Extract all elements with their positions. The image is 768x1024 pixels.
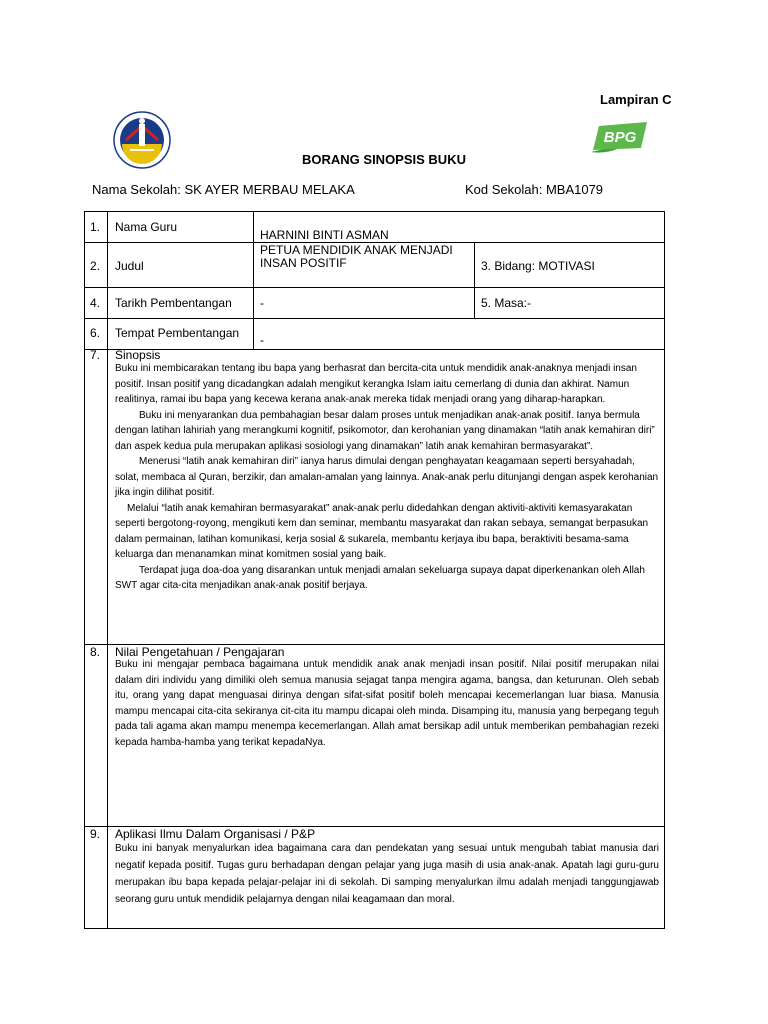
row-number: 2. xyxy=(90,259,101,273)
field-label-nama-guru: Nama Guru xyxy=(115,220,178,234)
section-label-nilai: Nilai Pengetahuan / Pengajaran xyxy=(115,645,285,659)
column-divider xyxy=(107,211,108,929)
section-label-aplikasi: Aplikasi Ilmu Dalam Organisasi / P&P xyxy=(115,827,316,841)
row-divider xyxy=(84,287,665,288)
field-value-judul: PETUA MENDIDIK ANAK MENJADI INSAN POSITIF xyxy=(260,243,453,270)
row-divider xyxy=(84,349,665,350)
field-value-tarikh: - xyxy=(260,296,264,310)
field-label-judul: Judul xyxy=(115,259,144,273)
nilai-body: Buku ini mengajar pembaca bagaimana untuk mendidik anak anak menjadi insan positif. Nilai positif merupakan nilai dalam diri individu yang dimiliki oleh semua manusia sejagat tanpa mengira agama, bangsa, dan keturunan. Oleh sebab itu, orang yang dapat menguasai dirinya dengan sifat-sifat positif boleh mencapai kecemerlangan luar biasa. Manusia mampu mencapai cita-cita sekiranya cit-cita itu mampu dicapai oleh minda. Disamping itu, manusia yang berpegang teguh pada tali agama akan mampu menempa kecemerlangan. Allah amat bersikap adil untuk memberikan pembahagian rezeki kepada hamba-hamba yang terikat kepadaNya. xyxy=(115,659,659,748)
row-divider xyxy=(84,318,665,319)
sinopsis-paragraph: Menerusi “latih anak kemahiran diri” ianya harus dimulai dengan penghayatan keagamaan seperti bersyahadah, solat, membaca al Quran, berzikir, dan amalan-amalan yang lainnya. Anak-anak perlu ditunjangi dengan aspek kerohanian jika ingin dilihat positif. xyxy=(115,456,659,498)
lampiran-label: Lampiran C xyxy=(600,92,672,107)
sinopsis-paragraph: Melalui “latih anak kemahiran bermasyarakat” anak-anak perlu didedahkan dengan aktiviti-aktiviti kemasyarakatan seperti bergotong-royong, mengikuti kem dan seminar, membantu masyarakat dan rakan sebaya, semangat berpasukan dalam permainan, latihan komunikasi, kerja sosial & sukarela, membantu kerjaya ibu bapa, beraktiviti besama-sama keluarga dan menanamkan minat komitmen sosial yang baik. xyxy=(115,502,649,560)
sinopsis-paragraph: Buku ini membicarakan tentang ibu bapa yang berhasrat dan bercita-cita untuk mendidik anak-anaknya menjadi insan positif. Insan positif yang dicadangkan adalah mengikut kerangka Islam iaitu cemerlang di dunia dan akhirat. Namun realitinya, ramai ibu bapa yang kecewa kerana anak-anak mereka tidak menjadi orang yang diharap-harapkan. xyxy=(115,363,637,405)
school-name: Nama Sekolah: SK AYER MERBAU MELAKA xyxy=(92,182,355,197)
field-label-tempat: Tempat Pembentangan xyxy=(115,326,240,340)
field-value-masa: 5. Masa:- xyxy=(481,296,532,310)
row-number: 1. xyxy=(90,220,101,234)
row-number: 4. xyxy=(90,296,101,310)
column-divider xyxy=(253,211,254,349)
bpg-logo-text: BPG xyxy=(603,129,637,146)
field-label-tarikh: Tarikh Pembentangan xyxy=(115,296,232,310)
aplikasi-body: Buku ini banyak menyalurkan idea bagaimana cara dan pendekatan yang sesuai untuk mengubah tabiat manusia dari negatif kepada positif. Tugas guru berhadapan dengan pelajar yang juga masih di usia anak-anak. Apatah lagi guru-guru merupakan ibu bapa kepada pelajar-pelajar ini di sekolah. Di samping menyalurkan ilmu adalah menjadi tanggungjawab seorang guru untuk mendidik pelajarnya dengan nilai keagamaan dan moral. xyxy=(115,843,659,905)
column-divider xyxy=(474,242,475,318)
sinopsis-paragraph: Buku ini menyarankan dua pembahagian besar dalam proses untuk menjadikan anak-anak positif. Ianya bermula dengan latihan lahiriah yang merangkumi kognitif, psikomotor, dan kerohanian yang dinamakan “latih anak kemahiran diri” dan aspek kedua pula merupakan aplikasi sosiologi yang dinamakan” latih anak kemahiran bermasyarakat”. xyxy=(115,409,655,452)
field-value-bidang: 3. Bidang: MOTIVASI xyxy=(481,259,595,273)
sinopsis-body xyxy=(115,361,659,594)
form-title: BORANG SINOPSIS BUKU xyxy=(302,152,466,167)
section-label-sinopsis: Sinopsis xyxy=(115,348,161,362)
row-number: 6. xyxy=(90,326,101,340)
row-number: 8. xyxy=(90,645,101,659)
school-code: Kod Sekolah: MBA1079 xyxy=(465,182,604,197)
sinopsis-paragraph: Terdapat juga doa-doa yang disarankan untuk menjadi amalan sekeluarga supaya dapat diperkenankan oleh Allah SWT agar cita-cita menjadikan anak-anak positif berjaya. xyxy=(115,564,645,591)
row-number: 9. xyxy=(90,827,101,841)
field-value-tempat: - xyxy=(260,333,264,347)
field-value-nama-guru: HARNINI BINTI ASMAN xyxy=(260,228,389,242)
row-number: 7. xyxy=(90,348,101,362)
